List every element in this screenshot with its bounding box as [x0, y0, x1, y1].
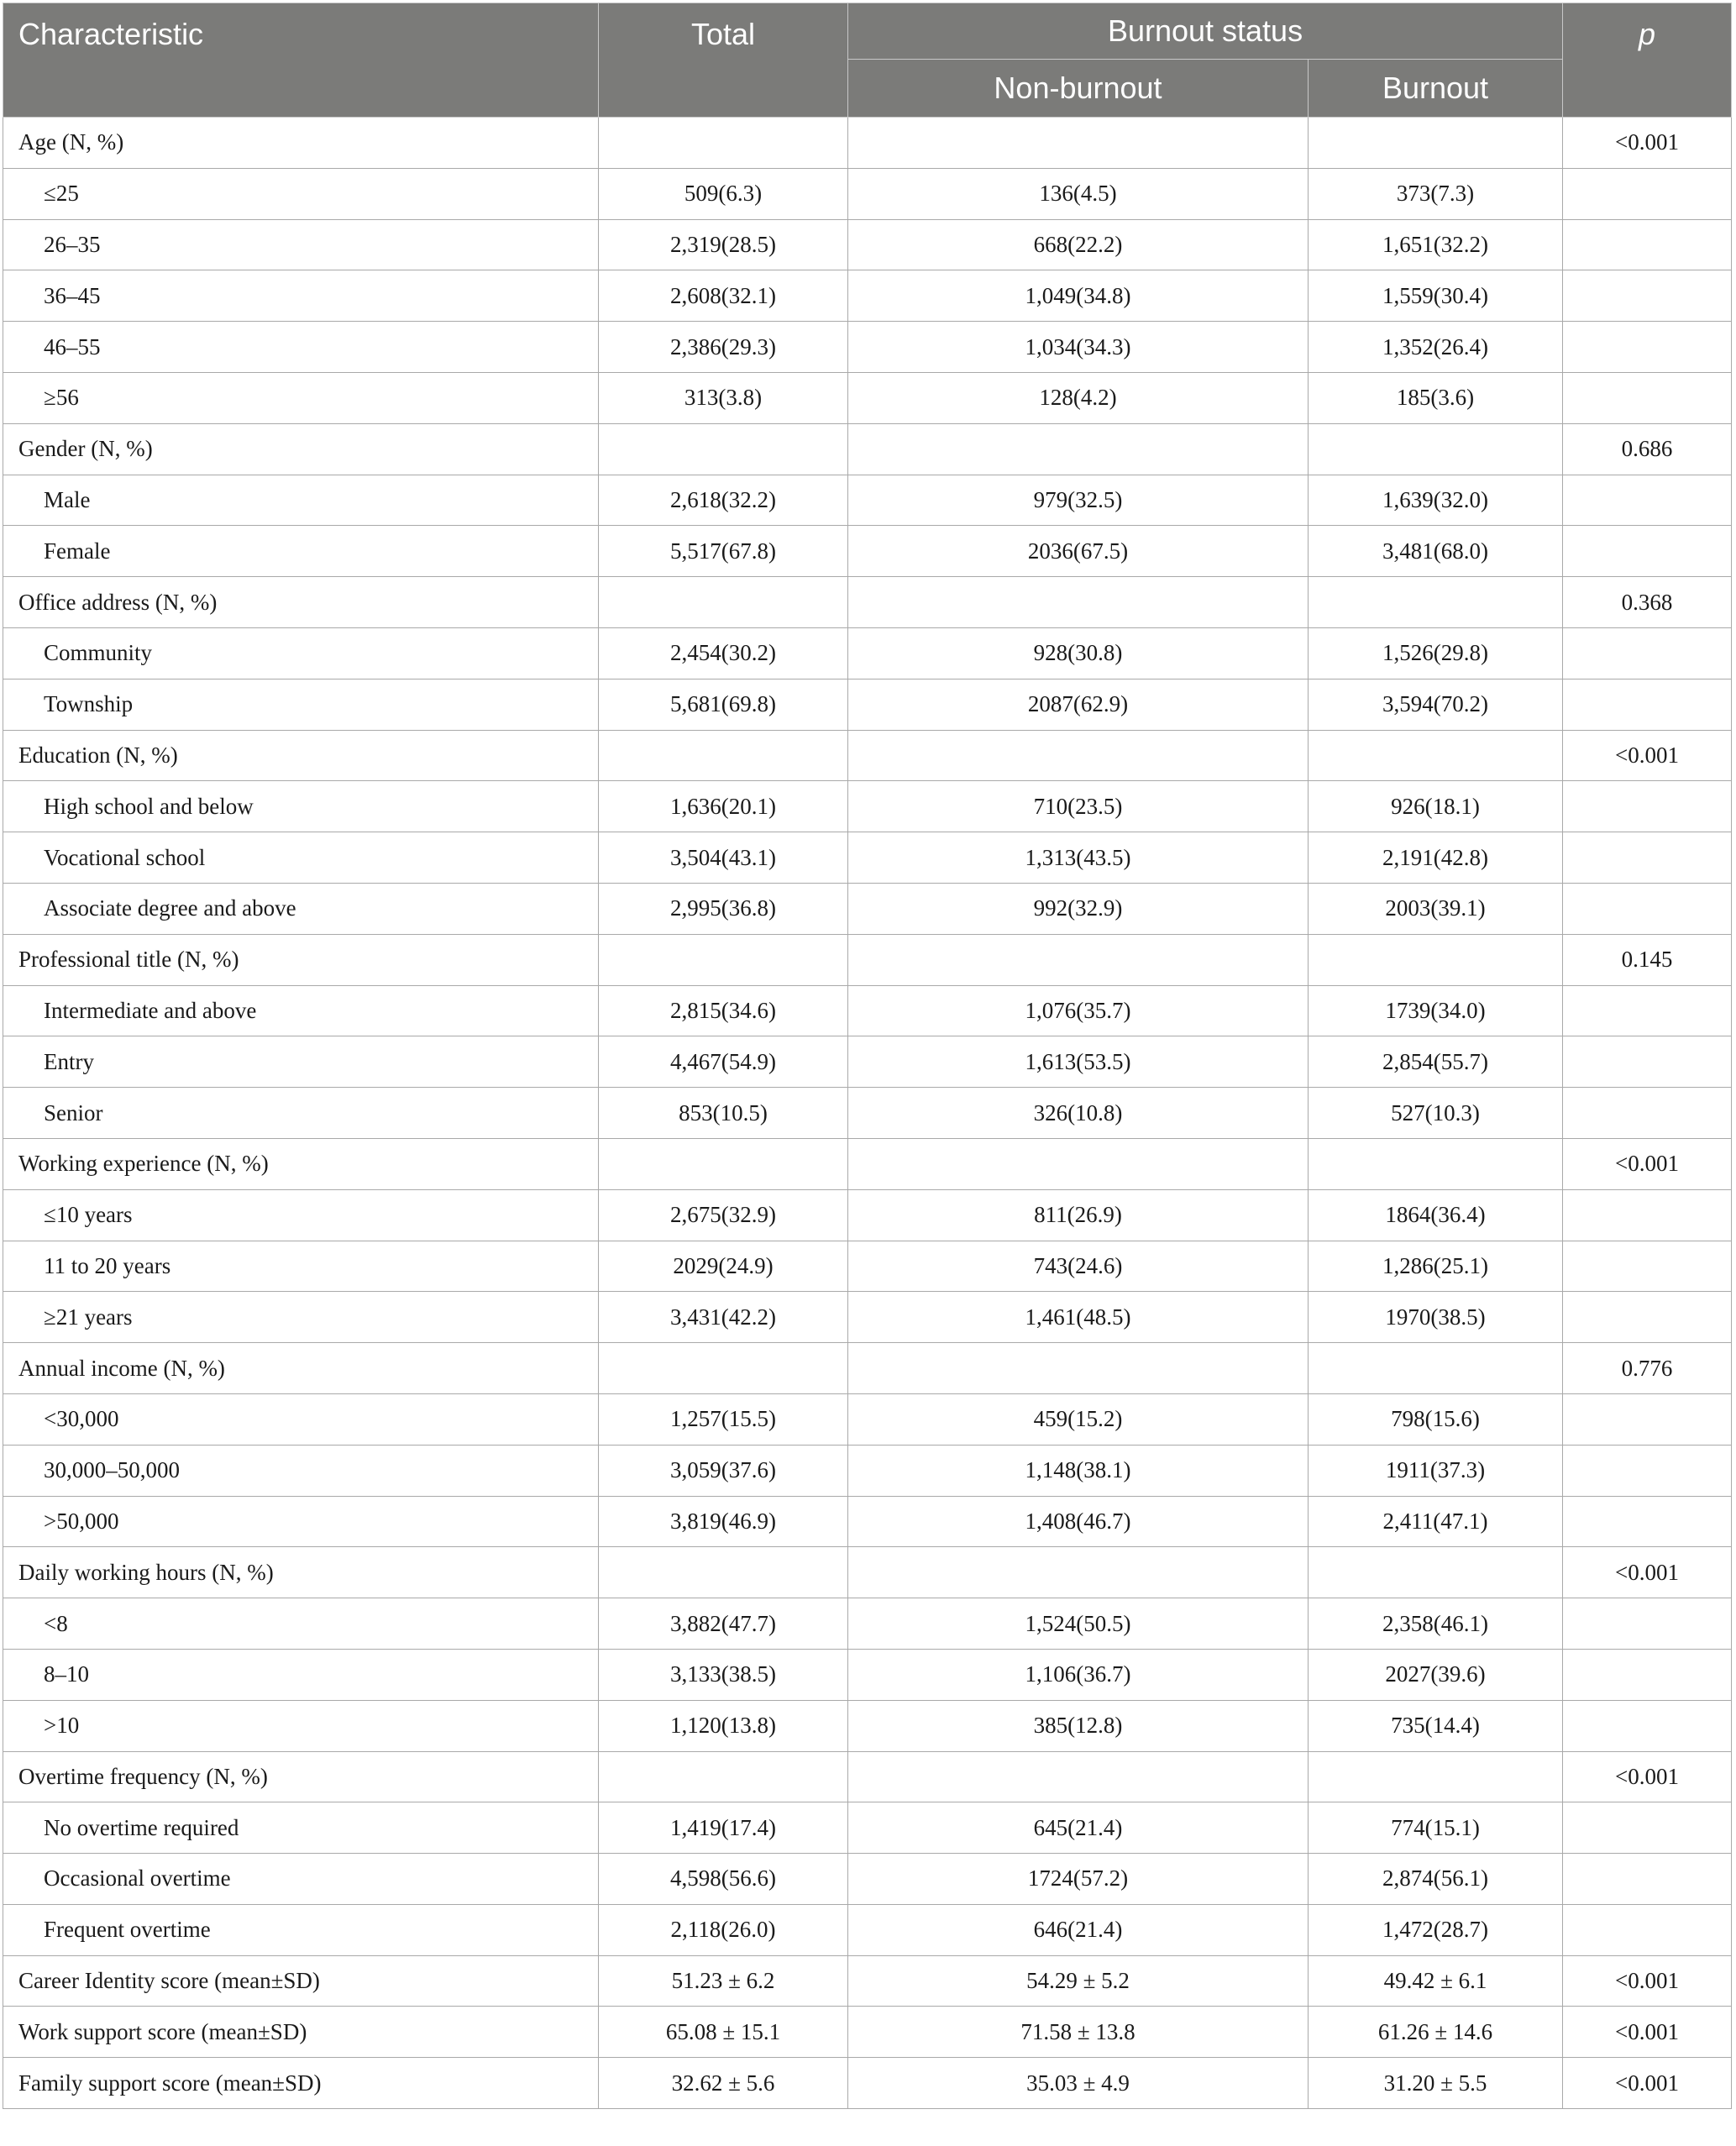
cell-non-burnout — [848, 1343, 1309, 1394]
cell-burnout: 1970(38.5) — [1309, 1292, 1563, 1343]
cell-burnout: 798(15.6) — [1309, 1393, 1563, 1445]
table-group-row — [3, 423, 1732, 475]
cell-p-value: 0.368 — [1563, 577, 1732, 628]
cell-total — [599, 1751, 848, 1802]
cell-characteristic: Female — [3, 526, 599, 577]
cell-non-burnout: 136(4.5) — [848, 168, 1309, 219]
cell-p-value — [1563, 1393, 1732, 1445]
cell-non-burnout: 2087(62.9) — [848, 679, 1309, 730]
cell-burnout: 2,358(46.1) — [1309, 1598, 1563, 1650]
cell-total — [599, 1138, 848, 1189]
cell-burnout — [1309, 1547, 1563, 1598]
cell-non-burnout: 1,313(43.5) — [848, 832, 1309, 884]
table-group-row — [3, 2058, 1732, 2109]
table-header — [3, 3, 1732, 118]
cell-total: 5,517(67.8) — [599, 526, 848, 577]
cell-characteristic: ≤10 years — [3, 1189, 599, 1241]
cell-total: 2,319(28.5) — [599, 219, 848, 270]
table-group-row — [3, 2007, 1732, 2058]
table-row — [3, 679, 1732, 730]
cell-total: 2,618(32.2) — [599, 475, 848, 526]
cell-non-burnout: 1,034(34.3) — [848, 322, 1309, 373]
cell-burnout: 2003(39.1) — [1309, 883, 1563, 934]
cell-p-value — [1563, 1598, 1732, 1650]
cell-non-burnout: 1724(57.2) — [848, 1854, 1309, 1905]
cell-characteristic: >10 — [3, 1700, 599, 1751]
cell-characteristic: Community — [3, 627, 599, 679]
cell-non-burnout — [848, 1138, 1309, 1189]
cell-characteristic: ≤25 — [3, 168, 599, 219]
cell-p-value: <0.001 — [1563, 2058, 1732, 2109]
table-group-row — [3, 577, 1732, 628]
table-row — [3, 1649, 1732, 1700]
cell-total: 313(3.8) — [599, 372, 848, 423]
cell-burnout: 3,594(70.2) — [1309, 679, 1563, 730]
cell-non-burnout: 35.03 ± 4.9 — [848, 2058, 1309, 2109]
cell-total: 853(10.5) — [599, 1088, 848, 1139]
table-group-row — [3, 1751, 1732, 1802]
cell-burnout — [1309, 934, 1563, 985]
cell-non-burnout: 1,076(35.7) — [848, 985, 1309, 1036]
cell-p-value — [1563, 322, 1732, 373]
cell-total: 1,120(13.8) — [599, 1700, 848, 1751]
cell-p-value: 0.145 — [1563, 934, 1732, 985]
cell-non-burnout: 646(21.4) — [848, 1904, 1309, 1955]
cell-characteristic: 8–10 — [3, 1649, 599, 1700]
cell-characteristic: 36–45 — [3, 270, 599, 322]
cell-characteristic: Education (N, %) — [3, 730, 599, 781]
cell-burnout: 1,651(32.2) — [1309, 219, 1563, 270]
cell-characteristic: >50,000 — [3, 1496, 599, 1547]
cell-total: 2,815(34.6) — [599, 985, 848, 1036]
cell-characteristic: Associate degree and above — [3, 883, 599, 934]
cell-total: 5,681(69.8) — [599, 679, 848, 730]
cell-non-burnout: 1,148(38.1) — [848, 1445, 1309, 1496]
header-p-value: p — [1563, 3, 1732, 118]
cell-non-burnout: 326(10.8) — [848, 1088, 1309, 1139]
cell-characteristic: 46–55 — [3, 322, 599, 373]
cell-total: 2,995(36.8) — [599, 883, 848, 934]
cell-p-value: 0.686 — [1563, 423, 1732, 475]
cell-burnout: 1739(34.0) — [1309, 985, 1563, 1036]
table-row — [3, 1854, 1732, 1905]
cell-total: 1,636(20.1) — [599, 781, 848, 832]
cell-burnout: 926(18.1) — [1309, 781, 1563, 832]
cell-p-value: <0.001 — [1563, 1138, 1732, 1189]
cell-non-burnout: 979(32.5) — [848, 475, 1309, 526]
cell-non-burnout — [848, 1547, 1309, 1598]
cell-burnout: 2027(39.6) — [1309, 1649, 1563, 1700]
cell-p-value — [1563, 1496, 1732, 1547]
cell-characteristic: Office address (N, %) — [3, 577, 599, 628]
header-total: Total — [599, 3, 848, 118]
table-group-row — [3, 1547, 1732, 1598]
table-row — [3, 322, 1732, 373]
cell-characteristic: Annual income (N, %) — [3, 1343, 599, 1394]
cell-characteristic: Gender (N, %) — [3, 423, 599, 475]
cell-total: 1,419(17.4) — [599, 1802, 848, 1854]
cell-non-burnout: 54.29 ± 5.2 — [848, 1955, 1309, 2007]
cell-characteristic: No overtime required — [3, 1802, 599, 1854]
cell-characteristic: Professional title (N, %) — [3, 934, 599, 985]
cell-burnout — [1309, 1138, 1563, 1189]
table-row — [3, 1802, 1732, 1854]
cell-non-burnout: 710(23.5) — [848, 781, 1309, 832]
header-non-burnout: Non-burnout — [848, 60, 1309, 118]
cell-burnout: 2,874(56.1) — [1309, 1854, 1563, 1905]
characteristics-table — [3, 3, 1732, 2109]
table-row — [3, 219, 1732, 270]
table-row — [3, 781, 1732, 832]
cell-p-value — [1563, 1088, 1732, 1139]
cell-total: 2,454(30.2) — [599, 627, 848, 679]
cell-p-value — [1563, 883, 1732, 934]
header-burnout-status: Burnout status — [848, 3, 1563, 60]
cell-p-value — [1563, 1241, 1732, 1292]
table-row — [3, 1445, 1732, 1496]
cell-non-burnout: 811(26.9) — [848, 1189, 1309, 1241]
table-body — [3, 118, 1732, 2109]
cell-total: 1,257(15.5) — [599, 1393, 848, 1445]
table-row — [3, 1598, 1732, 1650]
table-row — [3, 1241, 1732, 1292]
table-row — [3, 526, 1732, 577]
cell-non-burnout: 1,524(50.5) — [848, 1598, 1309, 1650]
cell-burnout: 1,286(25.1) — [1309, 1241, 1563, 1292]
cell-non-burnout: 2036(67.5) — [848, 526, 1309, 577]
cell-total — [599, 423, 848, 475]
cell-burnout: 1,526(29.8) — [1309, 627, 1563, 679]
cell-p-value — [1563, 985, 1732, 1036]
cell-non-burnout — [848, 118, 1309, 169]
cell-burnout: 1,559(30.4) — [1309, 270, 1563, 322]
cell-burnout: 735(14.4) — [1309, 1700, 1563, 1751]
cell-characteristic: Daily working hours (N, %) — [3, 1547, 599, 1598]
cell-total: 2,675(32.9) — [599, 1189, 848, 1241]
cell-non-burnout — [848, 934, 1309, 985]
cell-p-value — [1563, 1802, 1732, 1854]
cell-non-burnout: 668(22.2) — [848, 219, 1309, 270]
cell-characteristic: Vocational school — [3, 832, 599, 884]
table-row — [3, 883, 1732, 934]
cell-p-value — [1563, 526, 1732, 577]
cell-total: 3,431(42.2) — [599, 1292, 848, 1343]
cell-non-burnout: 743(24.6) — [848, 1241, 1309, 1292]
cell-non-burnout: 1,408(46.7) — [848, 1496, 1309, 1547]
cell-burnout: 3,481(68.0) — [1309, 526, 1563, 577]
cell-p-value: <0.001 — [1563, 1751, 1732, 1802]
cell-burnout: 49.42 ± 6.1 — [1309, 1955, 1563, 2007]
cell-p-value — [1563, 1445, 1732, 1496]
cell-characteristic: Occasional overtime — [3, 1854, 599, 1905]
cell-non-burnout: 128(4.2) — [848, 372, 1309, 423]
cell-burnout: 185(3.6) — [1309, 372, 1563, 423]
cell-characteristic: Career Identity score (mean±SD) — [3, 1955, 599, 2007]
header-characteristic: Characteristic — [3, 3, 599, 118]
table-row — [3, 1496, 1732, 1547]
cell-non-burnout: 1,049(34.8) — [848, 270, 1309, 322]
table-group-row — [3, 1343, 1732, 1394]
cell-burnout: 1864(36.4) — [1309, 1189, 1563, 1241]
cell-p-value — [1563, 1292, 1732, 1343]
cell-total — [599, 934, 848, 985]
cell-p-value — [1563, 270, 1732, 322]
table-row — [3, 475, 1732, 526]
cell-burnout: 527(10.3) — [1309, 1088, 1563, 1139]
cell-burnout: 1,472(28.7) — [1309, 1904, 1563, 1955]
cell-p-value: <0.001 — [1563, 1547, 1732, 1598]
table-group-row — [3, 118, 1732, 169]
table-group-row — [3, 730, 1732, 781]
cell-characteristic: Working experience (N, %) — [3, 1138, 599, 1189]
cell-total: 509(6.3) — [599, 168, 848, 219]
table-row — [3, 1189, 1732, 1241]
table-group-row — [3, 1955, 1732, 2007]
cell-burnout — [1309, 730, 1563, 781]
cell-burnout: 61.26 ± 14.6 — [1309, 2007, 1563, 2058]
cell-p-value — [1563, 168, 1732, 219]
cell-burnout — [1309, 423, 1563, 475]
table-row — [3, 270, 1732, 322]
table-row — [3, 1088, 1732, 1139]
cell-characteristic: <30,000 — [3, 1393, 599, 1445]
cell-non-burnout: 1,613(53.5) — [848, 1036, 1309, 1088]
cell-characteristic: Male — [3, 475, 599, 526]
cell-total: 32.62 ± 5.6 — [599, 2058, 848, 2109]
table-row — [3, 1393, 1732, 1445]
cell-p-value — [1563, 1649, 1732, 1700]
cell-non-burnout: 928(30.8) — [848, 627, 1309, 679]
cell-characteristic: 11 to 20 years — [3, 1241, 599, 1292]
cell-p-value — [1563, 832, 1732, 884]
cell-burnout — [1309, 1343, 1563, 1394]
cell-non-burnout — [848, 423, 1309, 475]
cell-characteristic: Senior — [3, 1088, 599, 1139]
cell-total: 4,598(56.6) — [599, 1854, 848, 1905]
cell-p-value: 0.776 — [1563, 1343, 1732, 1394]
cell-total — [599, 1547, 848, 1598]
cell-total: 65.08 ± 15.1 — [599, 2007, 848, 2058]
cell-burnout — [1309, 118, 1563, 169]
cell-burnout: 1911(37.3) — [1309, 1445, 1563, 1496]
cell-total: 51.23 ± 6.2 — [599, 1955, 848, 2007]
cell-non-burnout — [848, 1751, 1309, 1802]
cell-characteristic: Work support score (mean±SD) — [3, 2007, 599, 2058]
cell-burnout: 774(15.1) — [1309, 1802, 1563, 1854]
cell-non-burnout: 71.58 ± 13.8 — [848, 2007, 1309, 2058]
table-group-row — [3, 1138, 1732, 1189]
cell-p-value — [1563, 627, 1732, 679]
cell-total: 3,819(46.9) — [599, 1496, 848, 1547]
cell-p-value — [1563, 475, 1732, 526]
cell-burnout: 1,639(32.0) — [1309, 475, 1563, 526]
cell-characteristic: Overtime frequency (N, %) — [3, 1751, 599, 1802]
cell-p-value: <0.001 — [1563, 2007, 1732, 2058]
cell-characteristic: Intermediate and above — [3, 985, 599, 1036]
cell-characteristic: ≥21 years — [3, 1292, 599, 1343]
cell-burnout: 31.20 ± 5.5 — [1309, 2058, 1563, 2109]
cell-p-value — [1563, 1036, 1732, 1088]
cell-total: 3,133(38.5) — [599, 1649, 848, 1700]
cell-total: 4,467(54.9) — [599, 1036, 848, 1088]
cell-p-value — [1563, 1700, 1732, 1751]
cell-p-value — [1563, 1904, 1732, 1955]
cell-non-burnout: 1,106(36.7) — [848, 1649, 1309, 1700]
cell-non-burnout: 1,461(48.5) — [848, 1292, 1309, 1343]
cell-burnout: 2,411(47.1) — [1309, 1496, 1563, 1547]
table-row — [3, 985, 1732, 1036]
table-row — [3, 1700, 1732, 1751]
cell-p-value — [1563, 1854, 1732, 1905]
cell-total: 3,504(43.1) — [599, 832, 848, 884]
cell-characteristic: Family support score (mean±SD) — [3, 2058, 599, 2109]
cell-burnout: 2,191(42.8) — [1309, 832, 1563, 884]
cell-characteristic: ≥56 — [3, 372, 599, 423]
cell-p-value: <0.001 — [1563, 730, 1732, 781]
cell-total — [599, 118, 848, 169]
cell-burnout: 2,854(55.7) — [1309, 1036, 1563, 1088]
table-row — [3, 1036, 1732, 1088]
cell-total: 2,386(29.3) — [599, 322, 848, 373]
cell-burnout: 373(7.3) — [1309, 168, 1563, 219]
cell-total: 3,882(47.7) — [599, 1598, 848, 1650]
cell-total — [599, 577, 848, 628]
cell-p-value — [1563, 372, 1732, 423]
table-row — [3, 832, 1732, 884]
cell-p-value — [1563, 781, 1732, 832]
cell-non-burnout: 992(32.9) — [848, 883, 1309, 934]
cell-characteristic: Township — [3, 679, 599, 730]
cell-characteristic: High school and below — [3, 781, 599, 832]
table-group-row — [3, 934, 1732, 985]
cell-burnout — [1309, 1751, 1563, 1802]
cell-total: 2,118(26.0) — [599, 1904, 848, 1955]
cell-non-burnout — [848, 730, 1309, 781]
table-row — [3, 1904, 1732, 1955]
table-row — [3, 372, 1732, 423]
cell-characteristic: Age (N, %) — [3, 118, 599, 169]
cell-p-value: <0.001 — [1563, 1955, 1732, 2007]
table-row — [3, 1292, 1732, 1343]
cell-characteristic: Entry — [3, 1036, 599, 1088]
cell-non-burnout — [848, 577, 1309, 628]
cell-characteristic: <8 — [3, 1598, 599, 1650]
cell-p-value — [1563, 1189, 1732, 1241]
cell-non-burnout: 385(12.8) — [848, 1700, 1309, 1751]
cell-total: 2,608(32.1) — [599, 270, 848, 322]
cell-p-value: <0.001 — [1563, 118, 1732, 169]
cell-p-value — [1563, 219, 1732, 270]
cell-non-burnout: 459(15.2) — [848, 1393, 1309, 1445]
cell-characteristic: Frequent overtime — [3, 1904, 599, 1955]
header-burnout: Burnout — [1309, 60, 1563, 118]
table-row — [3, 627, 1732, 679]
cell-p-value — [1563, 679, 1732, 730]
cell-non-burnout: 645(21.4) — [848, 1802, 1309, 1854]
table-row — [3, 168, 1732, 219]
cell-characteristic: 26–35 — [3, 219, 599, 270]
cell-total: 2029(24.9) — [599, 1241, 848, 1292]
cell-total — [599, 1343, 848, 1394]
cell-total: 3,059(37.6) — [599, 1445, 848, 1496]
cell-characteristic: 30,000–50,000 — [3, 1445, 599, 1496]
cell-total — [599, 730, 848, 781]
cell-burnout — [1309, 577, 1563, 628]
cell-burnout: 1,352(26.4) — [1309, 322, 1563, 373]
